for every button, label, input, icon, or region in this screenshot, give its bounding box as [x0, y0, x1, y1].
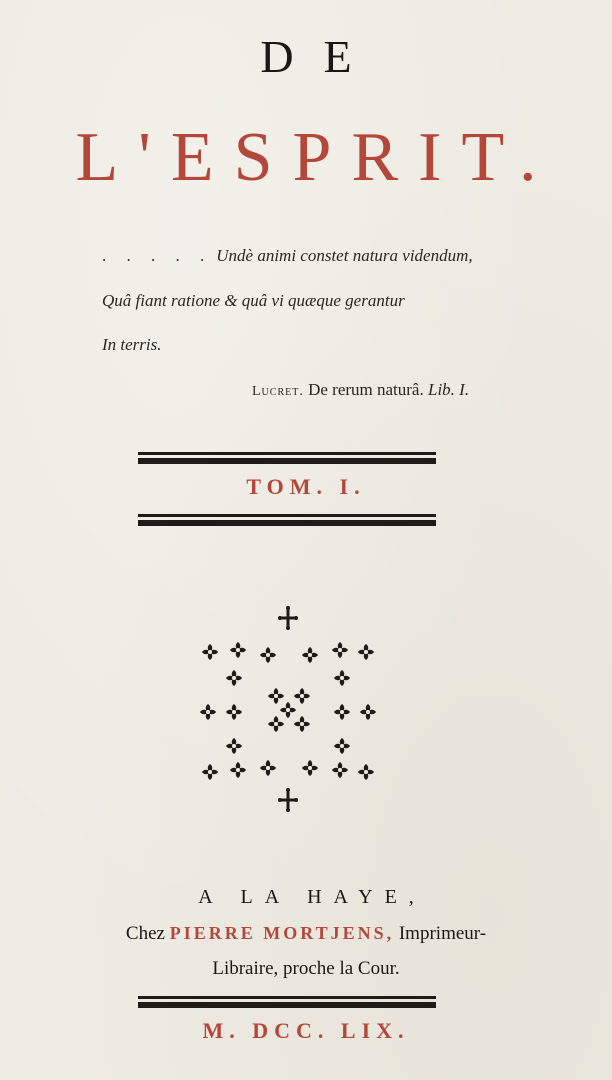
volume-label: TOM. I. [246, 474, 366, 499]
imprint-line-1 [0, 923, 612, 945]
imprint-occupation: Imprimeur- [398, 923, 487, 944]
imprint-double-rule [138, 996, 436, 1008]
epigraph-ellipsis: . . . . . [102, 246, 213, 265]
imprint-chez: Chez [125, 923, 165, 944]
epigraph-line-2: Quâ fiant ratione & quâ vi quæque gerantur [102, 291, 405, 310]
epigraph-line-1-text: Undè animi constet natura videndum, [216, 246, 473, 265]
rule-thick [138, 1002, 436, 1008]
title-main: L'ESPRIT. [75, 119, 557, 196]
publication-date: M. DCC. LIX. [202, 1018, 410, 1043]
imprint-place: A LA HAYE, [198, 886, 426, 908]
title-line-de: DE [260, 31, 382, 82]
rule-thick [138, 520, 436, 526]
rule-thick [138, 458, 436, 464]
imprint-line-2: Libraire, proche la Cour. [212, 958, 400, 979]
printer-fleuron-icon [190, 600, 390, 820]
epigraph-line-3: In terris. [102, 335, 162, 354]
attribution-book: Lib. I. [427, 380, 470, 399]
top-double-rule [138, 452, 436, 464]
epigraph-line-1 [102, 246, 473, 266]
bottom-double-rule [138, 514, 436, 526]
attribution-work: De rerum naturâ. [308, 380, 424, 399]
epigraph-attribution [252, 380, 469, 400]
imprint-publisher: PIERRE MORTJENS, [169, 923, 395, 943]
attribution-author: Lucret. [252, 384, 304, 399]
